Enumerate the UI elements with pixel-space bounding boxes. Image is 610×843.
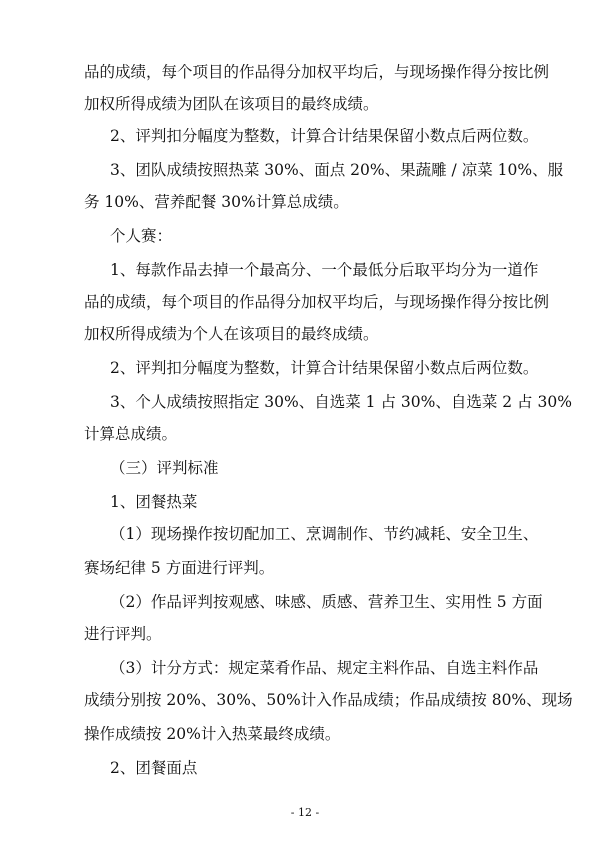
text-line: 操作成绩按 20%计入热菜最终成绩。 bbox=[84, 725, 341, 743]
text-line: 品的成绩，每个项目的作品得分加权平均后，与现场操作得分按比例 bbox=[84, 63, 550, 81]
section-heading: （三）评判标准 bbox=[110, 459, 219, 477]
text-line: 进行评判。 bbox=[84, 625, 162, 643]
text-line: 务 10%、营养配餐 30%计算总成绩。 bbox=[84, 193, 349, 211]
text-line: 1、每款作品去掉一个最高分、一个最低分后取平均分为一道作 bbox=[110, 261, 539, 279]
text-line: 加权所得成绩为个人在该项目的最终成绩。 bbox=[84, 325, 379, 343]
text-line: 3、团队成绩按照热菜 30%、面点 20%、果蔬雕 / 凉菜 10%、服 bbox=[110, 161, 564, 179]
text-line: （2）作品评判按观感、味感、质感、营养卫生、实用性 5 方面 bbox=[110, 593, 543, 611]
text-line: （3）计分方式：规定菜肴作品、规定主料作品、自选主料作品 bbox=[110, 659, 539, 677]
subsection-heading: 1、团餐热菜 bbox=[110, 493, 198, 511]
text-line: 成绩分别按 20%、30%、50%计入作品成绩；作品成绩按 80%、现场 bbox=[84, 691, 573, 709]
text-line: 计算总成绩。 bbox=[84, 425, 178, 443]
text-line: 赛场纪律 5 方面进行评判。 bbox=[84, 559, 275, 577]
text-line: 3、个人成绩按照指定 30%、自选菜 1 占 30%、自选菜 2 占 30% bbox=[110, 393, 572, 411]
text-line: （1）现场操作按切配加工、烹调制作、节约减耗、安全卫生、 bbox=[110, 525, 539, 543]
section-heading: 个人赛： bbox=[110, 227, 173, 245]
text-line: 2、评判扣分幅度为整数，计算合计结果保留小数点后两位数。 bbox=[110, 127, 539, 145]
page-number: - 12 - bbox=[290, 806, 320, 819]
text-line: 2、评判扣分幅度为整数，计算合计结果保留小数点后两位数。 bbox=[110, 359, 539, 377]
subsection-heading: 2、团餐面点 bbox=[110, 759, 198, 777]
text-line: 品的成绩，每个项目的作品得分加权平均后，与现场操作得分按比例 bbox=[84, 293, 550, 311]
text-line: 加权所得成绩为团队在该项目的最终成绩。 bbox=[84, 95, 379, 113]
